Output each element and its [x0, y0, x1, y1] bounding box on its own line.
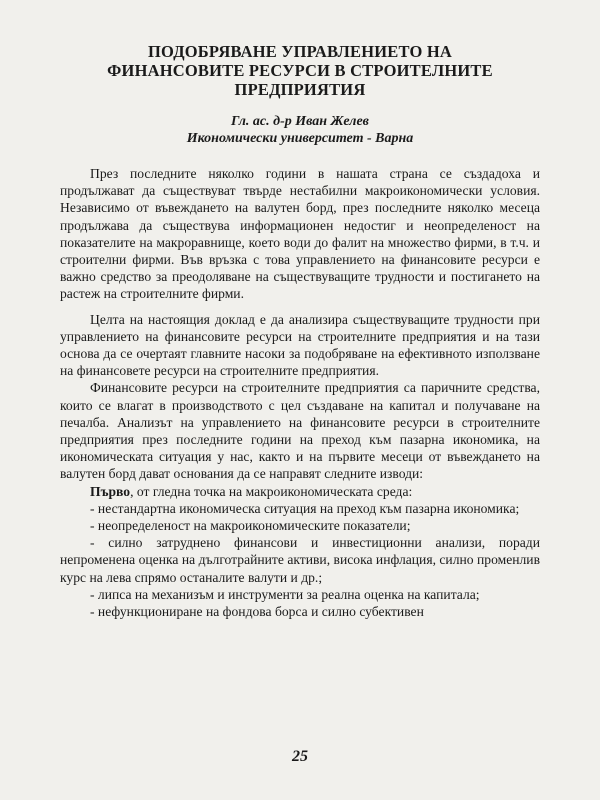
- list-item: - нефункциониране на фондова борса и силно субективен: [90, 604, 424, 620]
- author-affiliation: Икономически университет - Варна: [186, 131, 414, 146]
- list-item: - силно затруднено финансови и инвестиционни анализи, поради непроменена оценка на дълготрайните активи, висока инфлация, силно променлив курс на лева спрямо останалите валути и др.;: [60, 535, 540, 585]
- page-number: 25: [292, 748, 308, 765]
- paragraph-1: През последните няколко години в нашата страна се създадоха и продължават да съществуват твърде нестабилни макроикономически условия. Независимо от въвеждането на валутен борд, през последните няколко месеца продължава да съществува информационен недостиг и неопределеност на показателите на макроравнище, което води до фалит на множество фирми, в т.ч. и строителни фирми. Във връзка с това управлението на финансовите ресурси е важно средство за преодоляване на съществуващите трудности и постигането на растеж на строителните фирми.: [60, 166, 540, 302]
- list-item: - липса на механизъм и инструменти за реална оценка на капитала;: [90, 586, 480, 602]
- list-item: - нестандартна икономическа ситуация на преход към пазарна икономика;: [90, 500, 520, 516]
- author-name: Гл. ас. д-р Иван Желев: [231, 114, 369, 129]
- title-line-1: ПОДОБРЯВАНЕ УПРАВЛЕНИЕТО НА: [147, 42, 453, 61]
- title-line-2: ФИНАНСОВИТЕ РЕСУРСИ В СТРОИТЕЛНИТЕ: [107, 61, 493, 80]
- article-body: [60, 165, 540, 620]
- first-point-rest: , от гледна точка на макроикономическата среда:: [130, 483, 413, 499]
- article-title: [60, 42, 540, 99]
- paragraph-2: Целта на настоящия доклад е да анализира съществуващите трудности при управлението на финансовите ресурси на строителните предприятия и на тази основа да се очертаят главните насоки за подобряване на ефективното използване на финансовете ресурси на строителните предприятия.: [60, 311, 540, 379]
- list-item: - неопределеност на макроикономическите показатели;: [90, 518, 411, 534]
- title-line-3: ПРЕДПРИЯТИЯ: [234, 80, 366, 99]
- first-point-heading: [60, 483, 540, 500]
- first-point-lead: Първо: [90, 483, 131, 499]
- byline: [60, 113, 540, 147]
- paragraph-3: Финансовите ресурси на строителните предприятия са паричните средства, които се влагат в производството с цел създаване на капитал и получаване на печалба. Анализът на управлението на финансовите ресурси в строителните предприятия през последните години на преход към пазарна икономика, на икономическата ситуация у нас, както и на първите месеци от въвеждането на валутен борд дават основания да се направят следните изводи:: [60, 380, 540, 482]
